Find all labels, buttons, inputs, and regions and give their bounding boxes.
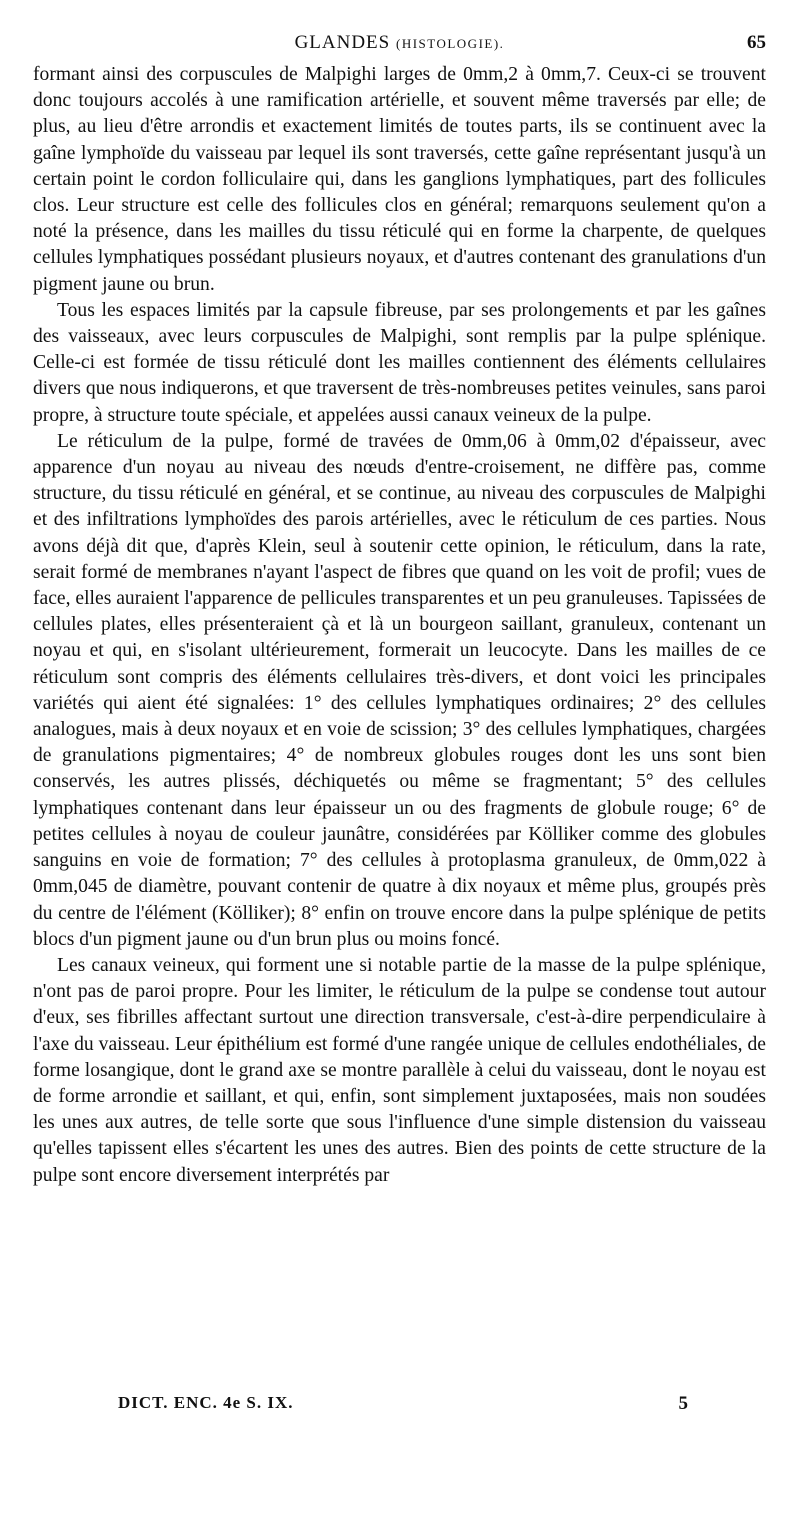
paragraph: Tous les espaces limités par la capsule fibreuse, par ses prolongements et par les gaînes des vaisseaux, avec leurs corpuscules de Malpighi, sont remplis par la pulpe splénique. Celle-ci est formée de tissu réticulé dont les mailles contiennent des éléments cellulaires divers que nous indiquerons, et que traversent de très-nombreuses petites veinules, sans paroi propre, à structure toute spéciale, et appelées aussi canaux veineux de la pulpe. xyxy=(33,299,766,426)
printer-signature: DICT. ENC. 4e S. IX. xyxy=(118,1393,294,1412)
running-header xyxy=(33,32,766,58)
page-number: 65 xyxy=(747,32,766,53)
paragraph: Le réticulum de la pulpe, formé de travées de 0mm,06 à 0mm,02 d'épaisseur, avec apparence d'un noyau au niveau des nœuds d'entre-croisement, ne diffère pas, comme structure, du tissu réticulé en général, et se continue, au niveau des corpuscules de Malpighi et des infiltrations lymphoïdes des parois artérielles, avec le réticulum de ces parties. Nous avons déjà dit que, d'après Klein, seul à soutenir cette opinion, le réticulum, dans la rate, serait formé de membranes n'ayant l'aspect de fibres que quand on les voit de profil; vues de face, elles auraient l'apparence de pellicules transparentes et un peu granuleuses. Tapissées de cellules plates, elles présenteraient çà et là un bourgeon saillant, granuleux, contenant un noyau et qui, en s'isolant ultérieurement, formerait un leucocyte. Dans les mailles de ce réticulum sont compris des éléments cellulaires très-divers, et dont voici les principales variétés qui aient été signalées: 1° des cellules lymphatiques ordinaires; 2° des cellules analogues, mais à deux noyaux et en voie de scission; 3° des cellules lymphatiques, chargées de granulations pigmentaires; 4° de nombreux globules rouges dont les uns sont bien conservés, les autres plissés, déchiquetés ou même se fragmentant; 5° des cellules lymphatiques contenant dans leur épaisseur un ou des fragments de globule rouge; 6° de petites cellules à noyau de couleur jaunâtre, considérées par Kölliker comme des globules sanguins en voie de formation; 7° des cellules à protoplasma granuleux, de 0mm,022 à 0mm,045 de diamètre, pouvant contenir de quatre à dix noyaux et même plus, groupés près du centre de l'élément (Kölliker); 8° enfin on trouve encore dans la pulpe splénique de petits blocs d'un pigment jaune ou d'un brun plus ou moins foncé. xyxy=(33,430,766,950)
page-footer xyxy=(118,1393,688,1419)
body-text xyxy=(33,62,766,1189)
running-title-main: GLANDES xyxy=(294,32,391,53)
signature-number: 5 xyxy=(678,1393,688,1414)
paragraph-continuation: formant ainsi des corpuscules de Malpighi larges de 0mm,2 à 0mm,7. Ceux-ci se trouvent donc toujours accolés à une ramification artérielle, et souvent même traversés par elle; de plus, au lieu d'être arrondis et exactement limités de toutes parts, ils se continuent avec la gaîne lymphoïde du vaisseau par lequel ils sont traversés, cette gaîne représentant jusqu'à un certain point le cordon folliculaire qui, dans les ganglions lymphatiques, part des follicules clos. Leur structure est celle des follicules clos en général; remarquons seulement qu'on a noté la présence, dans les mailles du tissu réticulé qui en forme la charpente, de quelques cellules lymphatiques possédant plusieurs noyaux, et d'autres contenant des granulations d'un pigment jaune ou brun. xyxy=(33,64,766,295)
running-title xyxy=(33,32,766,54)
running-title-sub: (HISTOLOGIE). xyxy=(395,36,505,51)
paragraph: Les canaux veineux, qui forment une si notable partie de la masse de la pulpe splénique, n'ont pas de paroi propre. Pour les limiter, le réticulum de la pulpe se condense tout autour d'eux, ses fibrilles affectant surtout une direction transversale, c'est-à-dire perpendiculaire à l'axe du vaisseau. Leur épithélium est formé d'une rangée unique de cellules endothéliales, de forme losangique, dont le grand axe se montre parallèle à celui du vaisseau, dont le noyau est de forme arrondie et saillant, et qui, enfin, sont simplement juxtaposées, mais non soudées les unes aux autres, de telle sorte que sous l'influence d'une simple distension du vaisseau qu'elles tapissent elles s'écartent les unes des autres. Bien des points de cette structure de la pulpe sont encore diversement interprétés par xyxy=(33,954,766,1186)
